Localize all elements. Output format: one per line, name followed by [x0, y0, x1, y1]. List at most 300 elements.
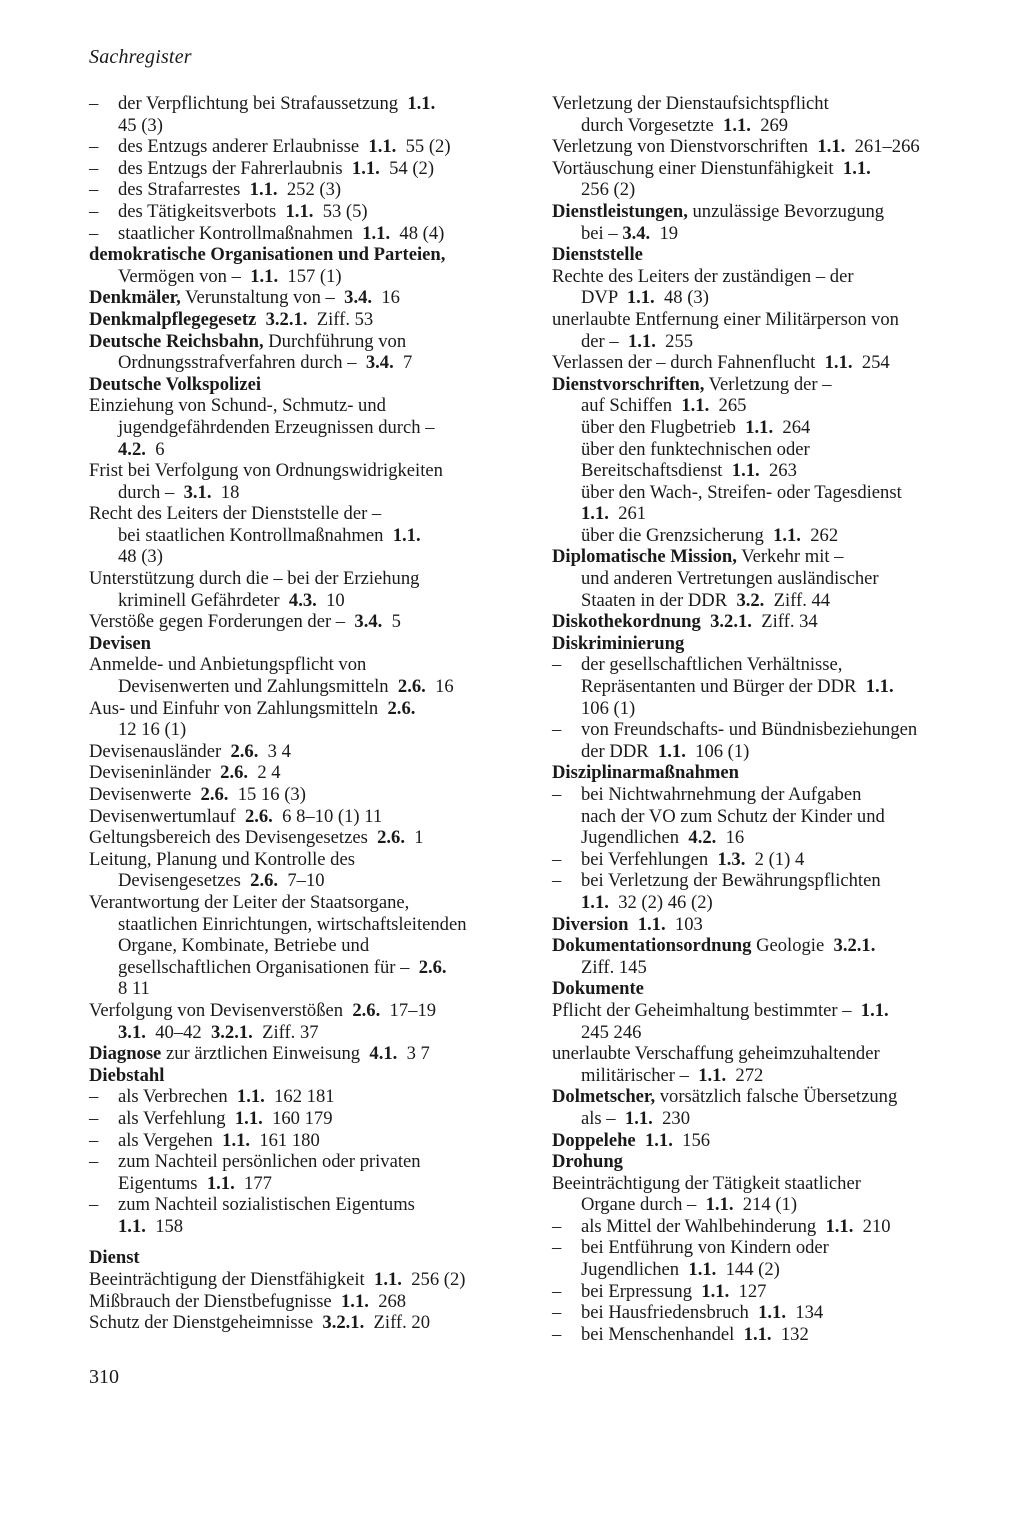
entry-segment: 255 — [655, 330, 694, 352]
entry-segment: 106 (1) — [581, 697, 636, 719]
entry-segment: bei Verletzung der Bewährungspflichten — [581, 870, 881, 892]
index-subentry — [89, 1151, 529, 1173]
entry-bold-segment: 1.1. — [698, 1064, 727, 1086]
entry-segment: 3 4 — [258, 740, 291, 762]
entry-bold-segment: 1.1. — [865, 676, 894, 698]
index-entry — [552, 762, 992, 784]
entry-segment: Verlassen der – durch Fahnenflucht — [552, 352, 825, 374]
index-continuation — [552, 331, 992, 353]
index-subentry — [89, 1108, 529, 1130]
entry-bold-segment: Diskothekordnung — [552, 611, 701, 633]
entry-segment: über den funktechnischen oder — [581, 438, 810, 460]
entry-bold-segment: 4.2. — [688, 827, 717, 849]
entry-bold-segment: 3.1. — [183, 481, 212, 503]
entry-segment: bei Entführung von Kindern oder — [581, 1237, 829, 1259]
index-subentry — [89, 1130, 529, 1152]
entry-segment: zum Nachteil sozialistischen Eigentums — [118, 1194, 415, 1216]
index-continuation — [89, 957, 529, 979]
dash-marker: – — [89, 93, 99, 114]
index-entry — [89, 741, 529, 763]
entry-segment: 144 (2) — [716, 1259, 780, 1281]
index-entry — [89, 1247, 529, 1269]
entry-segment: Vermögen von – — [118, 265, 251, 287]
index-continuation — [89, 439, 529, 461]
entry-segment: 53 (5) — [313, 200, 368, 222]
index-continuation — [552, 676, 992, 698]
entry-segment: 177 — [234, 1172, 272, 1194]
entry-segment: 162 181 — [264, 1086, 335, 1108]
entry-segment: Durchführung von — [263, 330, 407, 352]
entry-bold-segment: Dienstvorschriften, — [552, 373, 705, 395]
index-entry — [552, 201, 992, 223]
entry-bold-segment: 2.6. — [352, 999, 381, 1021]
entry-segment: 134 — [786, 1302, 824, 1324]
entry-segment: Verletzung der Dienstaufsichtspflicht — [552, 93, 829, 114]
entry-segment: bei Menschenhandel — [581, 1323, 744, 1345]
entry-segment: staatlicher Kontrollmaßnahmen — [118, 222, 363, 244]
index-entry — [89, 1269, 529, 1291]
entry-segment: des Entzugs anderer Erlaubnisse — [118, 136, 369, 158]
entry-bold-segment: 1.1. — [773, 524, 801, 546]
entry-bold-segment: 1.1. — [824, 352, 853, 374]
entry-text — [581, 849, 804, 871]
entry-segment: Verletzung von Dienstvorschriften — [552, 136, 818, 158]
index-entry — [89, 1312, 529, 1334]
entry-segment: Anmelde- und Anbietungspflicht von — [89, 654, 367, 676]
entry-segment: 262 — [800, 524, 839, 546]
entry-bold-segment: 1.1. — [817, 136, 846, 158]
entry-segment: 6 8–10 (1) 11 — [272, 805, 383, 827]
index-entry — [89, 827, 529, 849]
entry-bold-segment: 1.1. — [860, 999, 889, 1021]
entry-segment: jugendgefährdenden Erzeugnissen durch – — [118, 416, 435, 438]
index-continuation — [89, 590, 529, 612]
entry-text — [118, 158, 434, 180]
entry-bold-segment: 1.1. — [250, 265, 279, 287]
entry-bold-segment: Diskriminierung — [552, 632, 685, 654]
entry-segment: zur ärztlichen Einweisung — [161, 1043, 370, 1065]
entry-segment: 2 (1) 4 — [745, 848, 805, 870]
index-entry — [552, 309, 992, 331]
entry-bold-segment: 1.1. — [624, 1107, 653, 1129]
index-continuation — [552, 1022, 992, 1044]
index-continuation — [552, 115, 992, 137]
entry-segment: 264 — [773, 416, 811, 438]
entry-segment: 103 — [665, 913, 703, 935]
index-entry — [552, 244, 992, 266]
entry-segment: Vortäuschung einer Dienstunfähigkeit — [552, 157, 843, 179]
entry-bold-segment: 1.1. — [118, 1215, 146, 1237]
entry-segment: militärischer – — [581, 1064, 699, 1086]
entry-text — [581, 784, 861, 806]
entry-bold-segment: 1.1. — [407, 93, 436, 114]
entry-bold-segment: Doppelehe — [552, 1129, 636, 1151]
entry-segment: Organe durch – — [581, 1194, 706, 1216]
index-entry — [552, 546, 992, 568]
entry-bold-segment: 2.6. — [418, 956, 447, 978]
entry-bold-segment: 1.1. — [637, 913, 666, 935]
entry-segment: 17–19 — [380, 999, 437, 1021]
entry-bold-segment: 3.2.1. — [833, 935, 876, 957]
entry-bold-segment: Diagnose — [89, 1043, 162, 1065]
entry-segment: Aus- und Einfuhr von Zahlungsmitteln — [89, 697, 388, 719]
index-continuation — [552, 460, 992, 482]
entry-bold-segment: Diplomatische Mission, — [552, 546, 737, 568]
entry-segment: Ziff. 145 — [581, 956, 647, 978]
index-entry — [89, 1043, 529, 1065]
index-subentry — [552, 1281, 992, 1303]
index-continuation — [552, 827, 992, 849]
entry-bold-segment: 1.1. — [842, 157, 871, 179]
entry-bold-segment: 1.1. — [362, 222, 391, 244]
dash-marker: – — [89, 1107, 99, 1129]
index-entry — [552, 935, 992, 957]
entry-segment: Leitung, Planung und Kontrolle des — [89, 848, 355, 870]
entry-segment: Bereitschaftsdienst — [581, 460, 732, 482]
entry-text — [581, 1237, 829, 1259]
index-entry — [89, 395, 529, 417]
dash-marker: – — [552, 1237, 562, 1259]
entry-bold-segment: 3.4. — [365, 352, 394, 374]
index-continuation — [552, 482, 992, 504]
entry-segment: Schutz der Dienstgeheimnisse — [89, 1312, 323, 1334]
index-subentry — [89, 223, 529, 245]
running-header: Sachregister — [89, 46, 192, 68]
index-continuation — [552, 417, 992, 439]
index-entry — [89, 633, 529, 655]
entry-text — [118, 1194, 415, 1216]
entry-segment: durch Vorgesetzte — [581, 114, 724, 136]
entry-bold-segment: 1.1. — [743, 1323, 772, 1345]
index-continuation — [89, 719, 529, 741]
entry-segment: des Entzugs der Fahrerlaubnis — [118, 157, 352, 179]
entry-segment: als Verfehlung — [118, 1107, 235, 1129]
dash-marker: – — [89, 1129, 99, 1151]
index-subentry — [552, 1216, 992, 1238]
entry-segment: Geologie — [751, 935, 834, 957]
index-subentry — [552, 1324, 992, 1346]
entry-segment: 16 — [425, 676, 454, 698]
index-continuation — [89, 482, 529, 504]
entry-segment: 263 — [759, 460, 797, 482]
index-entry — [552, 914, 992, 936]
index-column-right — [552, 93, 992, 1345]
entry-segment — [701, 611, 710, 632]
entry-bold-segment: Drohung — [552, 1151, 623, 1173]
entry-segment: Pflicht der Geheimhaltung bestimmter – — [552, 999, 861, 1021]
entry-segment: 261–266 — [845, 136, 920, 158]
entry-bold-segment: Dienststelle — [552, 244, 643, 266]
entry-segment: 1 — [405, 827, 424, 849]
entry-bold-segment: Denkmalpflegegesetz — [89, 308, 257, 330]
entry-text — [118, 136, 451, 158]
entry-segment: 19 — [650, 222, 679, 244]
index-entry — [552, 352, 992, 374]
index-entry — [89, 849, 529, 871]
entry-bold-segment: 3.2.1. — [210, 1021, 253, 1043]
entry-bold-segment: Denkmäler, — [89, 287, 181, 309]
entry-bold-segment: 1.1. — [206, 1172, 235, 1194]
entry-bold-segment: 3.2.1. — [322, 1312, 365, 1334]
entry-segment: 54 (2) — [379, 157, 435, 179]
entry-text — [581, 1324, 809, 1346]
index-continuation — [89, 935, 529, 957]
entry-segment: 261 — [608, 503, 647, 525]
index-entry — [552, 158, 992, 180]
entry-segment: über den Wach-, Streifen- oder Tagesdienst — [581, 481, 902, 503]
entry-segment: 12 16 (1) — [118, 719, 187, 741]
index-continuation — [89, 978, 529, 1000]
entry-segment: der – — [581, 330, 628, 352]
entry-bold-segment: 3.1. — [118, 1021, 146, 1043]
dash-marker: – — [552, 1215, 562, 1237]
entry-bold-segment: 1.1. — [249, 179, 278, 201]
entry-bold-segment: Diebstahl — [89, 1064, 165, 1086]
index-entry — [552, 633, 992, 655]
index-entry — [89, 244, 529, 266]
index-entry — [89, 806, 529, 828]
entry-segment: Organe, Kombinate, Betriebe und — [118, 935, 370, 957]
entry-segment: Devisenwerten und Zahlungsmitteln — [118, 676, 398, 698]
index-subentry — [552, 849, 992, 871]
dash-marker: – — [552, 848, 562, 870]
entry-bold-segment: 3.4. — [354, 611, 383, 633]
entry-bold-segment: 2.6. — [244, 805, 273, 827]
entry-text — [118, 1086, 335, 1108]
entry-segment: 132 — [771, 1323, 809, 1345]
entry-bold-segment: 2.6. — [377, 827, 405, 849]
entry-segment: Ziff. 20 — [364, 1312, 431, 1334]
entry-segment: Devisenausländer — [89, 740, 231, 762]
entry-segment: Beeinträchtigung der Dienstfähigkeit — [89, 1269, 375, 1291]
entry-segment: 252 (3) — [277, 179, 342, 201]
index-entry — [89, 1000, 529, 1022]
entry-segment: unerlaubte Verschaffung geheimzuhaltender — [552, 1043, 880, 1065]
entry-segment: als Vergehen — [118, 1129, 223, 1151]
index-entry — [89, 784, 529, 806]
entry-bold-segment: 1.1. — [657, 740, 686, 762]
index-continuation — [552, 806, 992, 828]
index-continuation — [552, 1194, 992, 1216]
index-entry — [552, 1086, 992, 1108]
entry-bold-segment: 1.1. — [681, 395, 710, 417]
dash-marker: – — [89, 136, 99, 158]
entry-text — [118, 1130, 320, 1152]
entry-segment: Frist bei Verfolgung von Ordnungswidrigkeiten — [89, 460, 443, 482]
entry-segment: Verstöße gegen Forderungen der – — [89, 611, 355, 633]
entry-segment: Staaten in der DDR — [581, 589, 737, 611]
index-continuation — [89, 870, 529, 892]
index-entry — [89, 698, 529, 720]
entry-bold-segment: 3.2. — [736, 589, 765, 611]
dash-marker: – — [552, 1302, 562, 1324]
entry-segment: über den Flugbetrieb — [581, 416, 746, 438]
entry-segment: 55 (2) — [396, 136, 451, 158]
index-continuation — [552, 568, 992, 590]
index-subentry — [89, 201, 529, 223]
entry-segment — [256, 309, 265, 330]
entry-bold-segment: Dokumentationsordnung — [552, 935, 752, 957]
index-continuation — [89, 115, 529, 137]
entry-segment: 2 4 — [248, 762, 281, 784]
index-entry — [89, 503, 529, 525]
index-subentry — [89, 1086, 529, 1108]
entry-segment: als Mittel der Wahlbehinderung — [581, 1215, 826, 1237]
dash-marker: – — [89, 1194, 99, 1216]
entry-segment: 3 7 — [397, 1043, 430, 1065]
index-continuation — [89, 1022, 529, 1044]
entry-segment: kriminell Gefährdeter — [118, 589, 289, 611]
entry-segment: des Tätigkeitsverbots — [118, 200, 286, 222]
index-entry — [552, 266, 992, 288]
index-continuation — [552, 741, 992, 763]
entry-segment: bei – — [581, 222, 623, 244]
entry-bold-segment: 1.1. — [285, 200, 314, 222]
index-subentry — [552, 1237, 992, 1259]
index-continuation — [89, 676, 529, 698]
entry-segment: Recht des Leiters der Dienststelle der – — [89, 503, 382, 525]
entry-bold-segment: 1.1. — [731, 460, 760, 482]
entry-bold-segment: 1.1. — [236, 1086, 265, 1108]
entry-bold-segment: 3.2.1. — [710, 611, 752, 633]
entry-segment: von Freundschafts- und Bündnisbeziehungen — [581, 719, 918, 741]
entry-segment: Mißbrauch der Dienstbefugnisse — [89, 1290, 341, 1312]
index-entry — [89, 762, 529, 784]
entry-bold-segment: Dienstleistungen, — [552, 200, 688, 222]
entry-bold-segment: 4.2. — [118, 438, 146, 460]
index-continuation — [89, 914, 529, 936]
entry-segment: der Verpflichtung bei Strafaussetzung — [118, 93, 408, 114]
entry-segment: bei Verfehlungen — [581, 848, 718, 870]
entry-segment: Ordnungsstrafverfahren durch – — [118, 352, 366, 374]
entry-bold-segment: demokratische Organisationen und Parteien, — [89, 244, 446, 266]
entry-segment: 48 (3) — [118, 546, 163, 568]
entry-spacer — [89, 1237, 529, 1247]
index-subentry — [89, 179, 529, 201]
entry-segment: 156 — [672, 1129, 711, 1151]
entry-segment: zum Nachteil persönlichen oder privaten — [118, 1151, 421, 1173]
entry-text — [118, 93, 435, 115]
entry-segment: Eigentums — [118, 1172, 207, 1194]
entry-segment: 7–10 — [278, 870, 325, 892]
entry-segment: 16 — [716, 827, 745, 849]
index-continuation — [552, 395, 992, 417]
index-continuation — [89, 1216, 529, 1238]
entry-segment: 5 — [382, 611, 401, 633]
entry-bold-segment: 2.6. — [220, 762, 249, 784]
entry-text — [118, 1151, 421, 1173]
entry-bold-segment: Deutsche Reichsbahn, — [89, 330, 264, 352]
index-subentry — [552, 1302, 992, 1324]
entry-segment: 160 179 — [262, 1107, 333, 1129]
index-continuation — [552, 1108, 992, 1130]
dash-marker: – — [552, 719, 562, 741]
entry-bold-segment: 1.1. — [723, 114, 751, 136]
entry-bold-segment: 4.3. — [288, 589, 317, 611]
dash-marker: – — [89, 1151, 99, 1173]
index-entry — [89, 374, 529, 396]
index-continuation — [89, 266, 529, 288]
index-column-left — [89, 93, 529, 1334]
index-continuation — [552, 223, 992, 245]
entry-segment: gesellschaftlichen Organisationen für – — [118, 956, 419, 978]
entry-segment: Verkehr mit – — [736, 546, 844, 568]
index-entry — [89, 568, 529, 590]
index-entry — [552, 1000, 992, 1022]
page-number: 310 — [89, 1366, 119, 1388]
index-continuation — [552, 503, 992, 525]
dash-marker: – — [89, 157, 99, 179]
entry-segment: unerlaubte Entfernung einer Militärperson von — [552, 308, 899, 330]
entry-segment: Ziff. 53 — [307, 308, 374, 330]
entry-segment: staatlichen Einrichtungen, wirtschaftsleitenden — [118, 913, 467, 935]
entry-segment: 106 (1) — [685, 740, 750, 762]
entry-segment: 45 (3) — [118, 114, 163, 136]
entry-segment: Ziff. 34 — [751, 611, 818, 633]
dash-marker: – — [552, 1323, 562, 1345]
entry-bold-segment: 2.6. — [387, 697, 416, 719]
index-continuation — [552, 1259, 992, 1281]
index-continuation — [552, 892, 992, 914]
entry-segment: 48 (4) — [390, 222, 445, 244]
index-continuation — [552, 287, 992, 309]
entry-segment: und anderen Vertretungen ausländischer — [581, 568, 879, 590]
entry-segment: 16 — [372, 287, 400, 309]
entry-bold-segment: 3.2.1. — [265, 308, 308, 330]
entry-segment: über die Grenzsicherung — [581, 524, 774, 546]
index-subentry — [89, 1194, 529, 1216]
entry-segment: der DDR — [581, 740, 658, 762]
entry-segment: 6 — [145, 438, 165, 460]
index-continuation — [89, 1173, 529, 1195]
entry-segment: 127 — [729, 1280, 767, 1302]
entry-segment: bei Nichtwahrnehmung der Aufgaben — [581, 784, 862, 805]
entry-bold-segment: 1.1. — [368, 136, 397, 158]
entry-segment: Einziehung von Schund-, Schmutz- und — [89, 395, 386, 417]
index-continuation — [89, 525, 529, 547]
entry-segment: Beeinträchtigung der Tätigkeit staatlicher — [552, 1172, 861, 1194]
entry-text — [581, 719, 917, 741]
entry-bold-segment: 1.1. — [825, 1215, 854, 1237]
index-subentry — [552, 654, 992, 676]
entry-segment — [636, 1130, 645, 1151]
entry-segment: 40–42 — [145, 1021, 211, 1043]
entry-bold-segment: 2.6. — [200, 784, 229, 805]
entry-segment: 32 (2) 46 (2) — [608, 891, 713, 913]
entry-bold-segment: Dienst — [89, 1247, 140, 1269]
index-continuation — [552, 590, 992, 612]
entry-segment: unzulässige Bevorzugung — [687, 200, 885, 222]
dash-marker: – — [552, 784, 562, 805]
entry-segment: als – — [581, 1107, 625, 1129]
entry-bold-segment: 1.1. — [374, 1269, 402, 1291]
index-entry — [89, 892, 529, 914]
entry-bold-segment: 1.1. — [222, 1129, 251, 1151]
index-entry — [89, 460, 529, 482]
entry-segment: der gesellschaftlichen Verhältnisse, — [581, 654, 843, 676]
index-entry — [552, 978, 992, 1000]
dash-marker: – — [89, 222, 99, 244]
entry-segment: Devisengesetzes — [118, 870, 251, 892]
entry-segment: 157 (1) — [278, 265, 342, 287]
index-subentry — [552, 870, 992, 892]
index-continuation — [552, 439, 992, 461]
entry-bold-segment: 3.4. — [344, 287, 373, 309]
index-continuation — [89, 352, 529, 374]
index-entry — [89, 1291, 529, 1313]
dash-marker: – — [552, 870, 562, 892]
entry-segment: 256 (2) — [401, 1269, 466, 1291]
